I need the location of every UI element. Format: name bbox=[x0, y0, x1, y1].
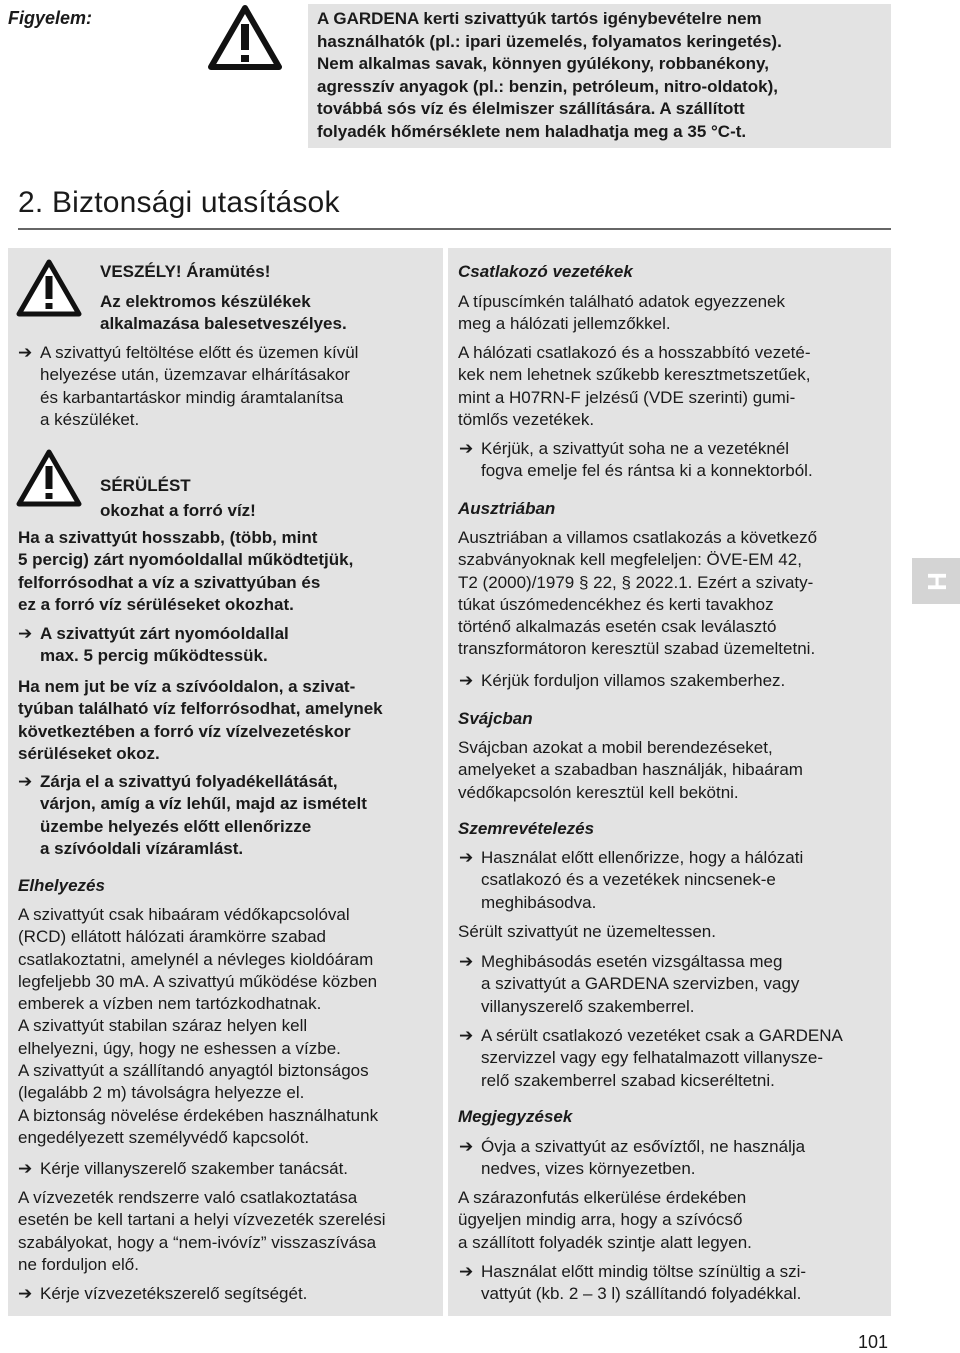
text-line: transzformátoron keresztül szabad üzemeltetni. bbox=[458, 639, 816, 659]
bullet-replace-cable bbox=[459, 1025, 843, 1092]
text-line: helyezése után, üzemzavar elhárításakor bbox=[40, 365, 350, 385]
bullet-cable-pull bbox=[459, 438, 813, 483]
bullet-5min bbox=[18, 623, 289, 668]
text-line: A szivattyút stabilan száraz helyen kell bbox=[18, 1016, 308, 1036]
bullet-plumber bbox=[18, 1283, 308, 1305]
text-line: 5 percig) zárt nyomóoldallal működtetjük, bbox=[18, 550, 354, 570]
arrow-icon: ➔ bbox=[459, 439, 474, 458]
arrow-icon: ➔ bbox=[459, 1026, 474, 1045]
danger-title: VESZÉLY! Áramütés! bbox=[100, 262, 271, 281]
arrow-icon: ➔ bbox=[18, 624, 33, 643]
injury-triangle-icon bbox=[16, 448, 82, 508]
danger-sub-1: Az elektromos készülékek bbox=[100, 292, 311, 311]
text-line: szabályokat, hogy a “nem-ivóvíz” visszaszívása bbox=[18, 1232, 377, 1252]
text-line: sérüléseket okoz. bbox=[18, 743, 160, 763]
arrow-icon: ➔ bbox=[459, 848, 474, 867]
text-line: T2 (2000)/1979 § 22, § 2022.1. Ezért a szivaty- bbox=[458, 572, 814, 592]
text-line: Óvja a szivattyút az esővíztől, ne használja bbox=[481, 1137, 806, 1156]
text-line: szervizzel vagy egy felhatalmazott villanysze- bbox=[481, 1048, 824, 1068]
bullet-specialist bbox=[459, 670, 786, 692]
para-label-data bbox=[458, 291, 785, 336]
warning-line: használhatók (pl.: ipari üzemelés, folyamatos keringetés). bbox=[317, 31, 782, 51]
bullet-close-supply bbox=[18, 771, 367, 860]
danger-triangle-icon bbox=[16, 258, 82, 318]
arrow-icon: ➔ bbox=[459, 952, 474, 971]
bullet-rain bbox=[459, 1136, 806, 1181]
text-line: A szivattyút a szállítandó anyagtól biztonságos bbox=[18, 1061, 369, 1081]
text-line: A szivattyú feltöltése előtt és üzemen kívül bbox=[40, 343, 359, 362]
para-dry-run bbox=[18, 676, 383, 765]
text-line: (RCD) ellátott hálózati áramkörre szabad bbox=[18, 927, 327, 947]
text-line: relő szakemberrel szabad kicseréltetni. bbox=[481, 1070, 775, 1090]
para-dry-running bbox=[458, 1187, 752, 1254]
text-line: a szívóoldali vízáramlást. bbox=[40, 838, 244, 858]
danger-sub-2: alkalmazása balesetveszélyes. bbox=[100, 314, 347, 333]
bullet-service bbox=[459, 951, 800, 1018]
text-line: túkat úszómedencékhez és kerti tavakhoz bbox=[458, 594, 774, 614]
text-line: meghibásodva. bbox=[481, 892, 597, 912]
text-line: meg a hálózati jellemzőkkel. bbox=[458, 314, 671, 334]
text-line: kek nem lehetnek szűkebb keresztmetszetűek, bbox=[458, 365, 811, 385]
bullet-inspect bbox=[459, 847, 804, 914]
text-line: vattyút (kb. 2 – 3 l) szállítandó folyadékkal. bbox=[481, 1284, 802, 1304]
text-line: várjon, amíg a víz lehűl, majd az ismételt bbox=[40, 794, 367, 814]
warning-line: agresszív anyagok (pl.: benzin, petróleum, nitro-oldatok), bbox=[317, 76, 778, 96]
text-line: A szivattyút csak hibaáram védőkapcsolóval bbox=[18, 905, 350, 924]
text-line: Meghibásodás esetén vizsgáltassa meg bbox=[481, 952, 783, 971]
text-line: Kérje villanyszerelő szakember tanácsát. bbox=[40, 1159, 349, 1178]
text-line: Kérjük, a szivattyút soha ne a vezetéknél bbox=[481, 439, 790, 458]
arrow-icon: ➔ bbox=[459, 1137, 474, 1156]
text-line: és karbantartáskor mindig áramtalanítsa bbox=[40, 387, 344, 407]
language-tab-label: H bbox=[921, 571, 952, 591]
bullet-fill bbox=[459, 1261, 807, 1306]
text-line: tömlős vezetékek. bbox=[458, 409, 595, 429]
heading-svajc: Svájcban bbox=[458, 709, 533, 728]
text-line: felforrósodhat a víz a szivattyúban és bbox=[18, 572, 321, 592]
text-line: legfeljebb 30 mA. A szivattyú működése közben bbox=[18, 971, 378, 991]
text-line: amelyeket a szabadban használják, hibaáram bbox=[458, 760, 803, 780]
arrow-icon: ➔ bbox=[18, 1284, 33, 1303]
warning-line: Nem alkalmas savak, könnyen gyúlékony, robbanékony, bbox=[317, 54, 769, 73]
text-line: Svájcban azokat a mobil berendezéseket, bbox=[458, 738, 773, 757]
text-line: Ha a szivattyút hosszabb, (több, mint bbox=[18, 528, 318, 547]
text-line: a szivattyút a GARDENA szervizben, vagy bbox=[481, 974, 800, 994]
text-line: max. 5 percig működtessük. bbox=[40, 646, 268, 666]
para-cable-spec bbox=[458, 342, 810, 431]
text-line: A hálózati csatlakozó és a hosszabbító vezeté- bbox=[458, 343, 811, 362]
text-line: A szivattyút zárt nyomóoldallal bbox=[40, 624, 289, 643]
text-line: esetén be kell tartani a helyi vízvezeték szerelési bbox=[18, 1210, 386, 1230]
text-line: üzembe helyezés előtt ellenőrizze bbox=[40, 816, 312, 836]
arrow-icon: ➔ bbox=[18, 772, 33, 791]
heading-szemle: Szemrevételezés bbox=[458, 819, 595, 838]
para-placement bbox=[18, 904, 378, 1149]
text-line: A sérült csatlakozó vezetéket csak a GARDENA bbox=[481, 1026, 843, 1045]
heading-csatlakozo: Csatlakozó vezetékek bbox=[458, 262, 633, 281]
text-line: védőkapcsolón keresztül kell bekötni. bbox=[458, 782, 739, 802]
text-line: csatlakozó és a vezetékek nincsenek-e bbox=[481, 870, 776, 890]
text-line: (legalább 2 m) távolságra helyezze el. bbox=[18, 1083, 305, 1103]
bullet-electrician bbox=[18, 1158, 349, 1180]
text-line: Kérje vízvezetékszerelő segítségét. bbox=[40, 1284, 308, 1303]
arrow-icon: ➔ bbox=[459, 671, 474, 690]
text-line: emberek a vízben nem tartózkodhatnak. bbox=[18, 994, 322, 1014]
arrow-icon: ➔ bbox=[459, 1262, 474, 1281]
injury-title: SÉRÜLÉST bbox=[100, 476, 191, 495]
text-line: ügyeljen mindig arra, hogy a szívócső bbox=[458, 1210, 743, 1230]
text-line: A biztonság növelése érdekében használhatunk bbox=[18, 1105, 379, 1125]
warning-line: továbbá sós víz és élelmiszer szállítására. A szállított bbox=[317, 99, 745, 118]
text-line: engedélyezett személyvédő kapcsolót. bbox=[18, 1127, 310, 1147]
warning-line: A GARDENA kerti szivattyúk tartós igénybevételre nem bbox=[317, 9, 762, 28]
para-damaged bbox=[458, 921, 716, 943]
text-line: nedves, vizes környezetben. bbox=[481, 1159, 696, 1179]
para-water-connection bbox=[18, 1187, 386, 1276]
text-line: villanyszerelő szakemberrel. bbox=[481, 996, 695, 1016]
para-austria bbox=[458, 527, 817, 661]
text-line: történő alkalmazás esetén csak leválasztó bbox=[458, 617, 777, 637]
heading-elhelyezes: Elhelyezés bbox=[18, 876, 105, 895]
text-line: Sérült szivattyút ne üzemeltessen. bbox=[458, 922, 716, 941]
text-line: szabványoknak kell megfeleljen: ÖVE-EM 42, bbox=[458, 550, 802, 570]
text-line: Használat előtt ellenőrizze, hogy a hálózati bbox=[481, 848, 804, 867]
text-line: fogva emelje fel és rántsa ki a konnektorból. bbox=[481, 461, 813, 481]
bullet-unplug bbox=[18, 342, 359, 431]
section-title: 2. Biztonsági utasítások bbox=[18, 186, 340, 219]
text-line: a készüléket. bbox=[40, 409, 140, 429]
page-number: 101 bbox=[858, 1332, 889, 1352]
text-line: a szállított folyadék szintje alatt legyen. bbox=[458, 1232, 752, 1252]
text-line: csatlakoztatni, amelynél a névleges kioldóáram bbox=[18, 949, 374, 969]
text-line: következtében a forró víz vízelvezetéskor bbox=[18, 721, 351, 741]
text-line: Ausztriában a villamos csatlakozás a következő bbox=[458, 528, 818, 547]
text-line: Ha nem jut be víz a szívóoldalon, a szivat- bbox=[18, 677, 356, 696]
text-line: A szárazonfutás elkerülése érdekében bbox=[458, 1188, 747, 1207]
injury-sub: okozhat a forró víz! bbox=[100, 501, 256, 520]
text-line: ez a forró víz sérüléseket okozhat. bbox=[18, 594, 294, 614]
warning-triangle-icon bbox=[208, 4, 282, 70]
text-line: mint a H07RN-F jelzésű (VDE szerinti) gumi- bbox=[458, 387, 796, 407]
text-line: A vízvezeték rendszerre való csatlakoztatása bbox=[18, 1188, 358, 1207]
para-hot-water bbox=[18, 527, 353, 616]
warning-line: folyadék hőmérséklete nem haladhatja meg a 35 °C-t. bbox=[317, 121, 747, 141]
section-divider bbox=[18, 228, 891, 230]
text-line: elhelyezni, úgy, hogy ne eshessen a vízbe. bbox=[18, 1038, 341, 1058]
warning-text bbox=[317, 8, 885, 143]
text-line: Zárja el a szivattyú folyadékellátását, bbox=[40, 772, 338, 791]
text-line: Kérjük forduljon villamos szakemberhez. bbox=[481, 671, 786, 690]
figyelem-label: Figyelem: bbox=[8, 8, 93, 28]
heading-ausztria: Ausztriában bbox=[458, 499, 556, 518]
heading-megj: Megjegyzések bbox=[458, 1107, 573, 1126]
para-switzerland bbox=[458, 737, 803, 804]
text-line: Használat előtt mindig töltse színültig a szi- bbox=[481, 1262, 807, 1281]
arrow-icon: ➔ bbox=[18, 343, 33, 362]
arrow-icon: ➔ bbox=[18, 1159, 33, 1178]
text-line: A típuscímkén található adatok egyezzenek bbox=[458, 292, 785, 311]
text-line: tyúban található víz felforrósodhat, amelynek bbox=[18, 699, 383, 719]
text-line: ne forduljon elő. bbox=[18, 1254, 139, 1274]
